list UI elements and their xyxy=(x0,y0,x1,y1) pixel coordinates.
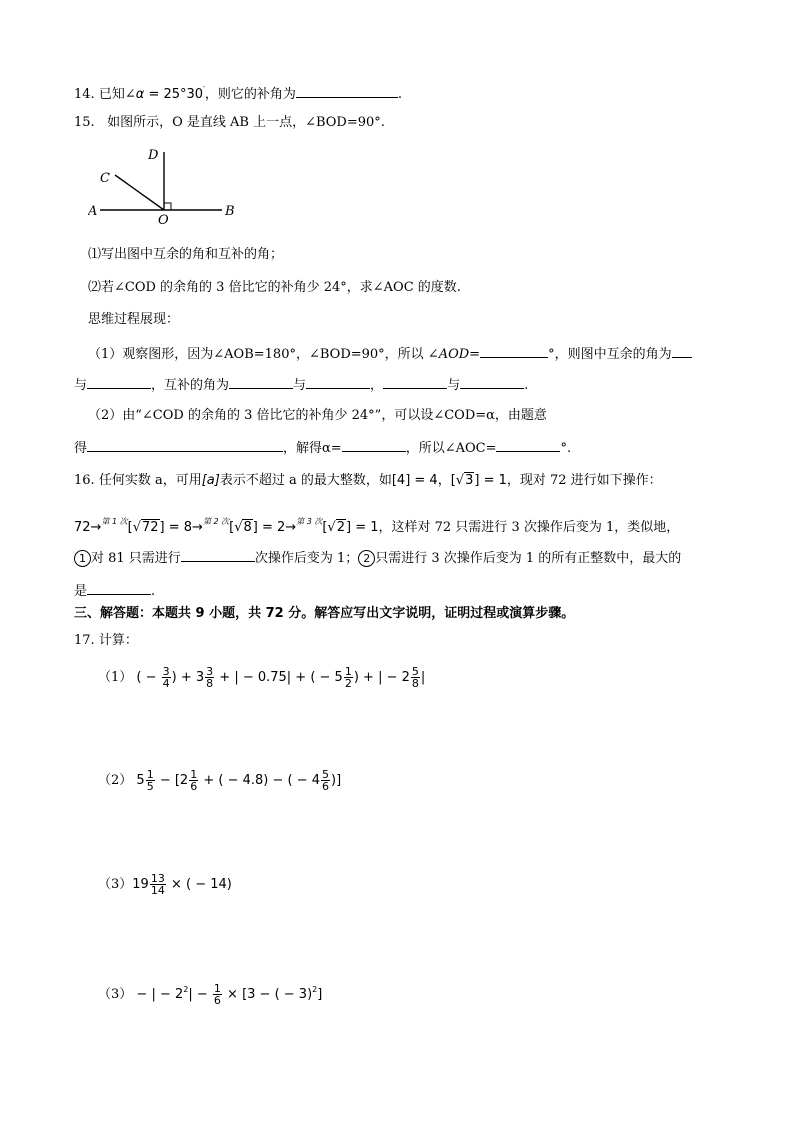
frac-den: 6 xyxy=(190,780,198,793)
q14-text-c: ，则它的补角为 xyxy=(204,87,296,102)
q17-expr-2 xyxy=(98,769,341,793)
label-b: B xyxy=(225,204,235,219)
q15-equation-blank[interactable] xyxy=(87,437,283,452)
section-3-text: 三、解答题：本题共 9 小题，共 72 分。解答应写出文字说明，证明过程或演算步骤。 xyxy=(74,606,575,621)
q15-p1-text-c: °，则图中互余的角为 xyxy=(548,347,672,362)
q17-e1-t3: + | − 0.75| + ( − 5 xyxy=(215,670,343,685)
q16-s1-open: [√ xyxy=(127,520,141,535)
q16-line2-tail: ，这样对 72 只需进行 3 次操作后变为 1，类似地， xyxy=(378,520,680,535)
q16-blank-2[interactable] xyxy=(87,580,151,595)
q15-thinking-text: 思维过程展现： xyxy=(88,312,180,327)
q16-text-b: 表示不超过 a 的最大整数，如 xyxy=(219,473,392,488)
q17-e3-t2: × ( − 14) xyxy=(166,877,232,892)
q16-start: 72→ xyxy=(74,520,102,535)
frac-den: 6 xyxy=(213,994,221,1007)
frac-den: 8 xyxy=(206,677,214,690)
right-angle-mark xyxy=(164,203,171,210)
q16-example-2 xyxy=(451,472,507,488)
q16-s3-close: ] = 1 xyxy=(346,520,379,535)
q16-l3-text-c: 只需进行 3 次操作后变为 1 的所有正整数中，最大的 xyxy=(375,551,682,566)
q16-s3-open: [√ xyxy=(322,520,336,535)
frac-num: 5 xyxy=(411,665,419,678)
q15-p1-eq: = xyxy=(469,347,481,362)
q15-p4 xyxy=(74,437,571,458)
q16-line1 xyxy=(74,472,662,490)
q15-supp-blank-1b[interactable] xyxy=(306,374,370,389)
q16-line3 xyxy=(74,547,681,568)
q16-number: 16. xyxy=(74,473,95,488)
frac-num: 3 xyxy=(206,665,214,678)
q15-sub1 xyxy=(88,246,283,264)
q15-p4-aoc: ，所以∠AOC= xyxy=(405,441,497,456)
q16-l4-end: . xyxy=(151,584,156,599)
q16-example-1: [4] = 4 xyxy=(391,473,438,488)
q17-e1-t4: ) + | − 2 xyxy=(353,670,410,685)
q16-blank-1[interactable] xyxy=(181,547,255,562)
q16-text-a: 任何实数 a，可用 xyxy=(98,473,202,488)
q17-e1-frac1 xyxy=(162,666,171,689)
question-15-stem xyxy=(74,114,385,132)
ray-oc xyxy=(115,175,164,210)
q16-ex2-open: [√ xyxy=(450,473,465,488)
q16-s2-close: ] = 2→ xyxy=(252,520,297,535)
q16-circled-2: 2 xyxy=(358,550,375,567)
q15-p4-end: °. xyxy=(560,441,572,456)
q17-e2-t4: )] xyxy=(331,773,342,788)
q17-e4-t2: | − xyxy=(188,987,212,1002)
q17-e3-label: （3） xyxy=(98,877,133,892)
q16-s1-radicand: 72 xyxy=(141,520,159,535)
q15-supp-blank-2b[interactable] xyxy=(460,374,524,389)
q17-e2-frac3 xyxy=(321,769,330,792)
q16-ex2-radicand: 3 xyxy=(465,473,474,488)
q17-e1-label: （1） xyxy=(98,670,133,685)
q15-alpha-blank[interactable] xyxy=(342,437,406,452)
frac-den: 4 xyxy=(162,677,170,690)
q17-expr-1 xyxy=(98,666,425,690)
q16-s2-radicand: 8 xyxy=(243,520,252,535)
q15-sub1-text: ⑴写出图中互余的角和互补的角； xyxy=(88,247,284,262)
frac-num: 1 xyxy=(146,768,154,781)
q15-p2-and-2: 与 xyxy=(293,378,307,393)
q16-ex2-close: ] = 1 xyxy=(474,473,507,488)
q17-e1-t2: ) + 3 xyxy=(171,670,205,685)
q17-e1-frac3 xyxy=(344,666,353,689)
frac-num: 5 xyxy=(322,768,329,781)
q17-e4-t3: × [3 − ( − 3) xyxy=(222,987,313,1002)
q17-e4-sup1: 2 xyxy=(183,985,189,994)
frac-den: 6 xyxy=(322,780,329,793)
q15-supp-blank-1a[interactable] xyxy=(229,374,293,389)
q16-s2-open: [√ xyxy=(229,520,243,535)
q15-p2-and-1: 与 xyxy=(74,378,88,393)
q15-supp-blank-2a[interactable] xyxy=(383,374,447,389)
q17-e2-label: （2） xyxy=(98,773,133,788)
q16-line4 xyxy=(74,580,155,601)
q17-heading xyxy=(74,632,138,650)
frac-num: 13 xyxy=(150,872,165,885)
frac-num: 3 xyxy=(162,665,170,678)
q15-p2-supp-text: ，互补的角为 xyxy=(151,378,230,393)
q16-s1-close: ] = 8→ xyxy=(159,520,203,535)
q15-p2-end: . xyxy=(524,378,529,393)
q15-p2 xyxy=(74,374,528,395)
q15-p2-comma: ， xyxy=(370,378,384,393)
q17-e1-t5: | xyxy=(420,670,426,685)
frac-num: 1 xyxy=(190,768,198,781)
section-3-heading xyxy=(74,605,574,623)
q17-e1-frac2 xyxy=(205,666,214,689)
q15-p4-de: 得 xyxy=(74,441,88,456)
q15-stem-text: 如图所示，O 是直线 AB 上一点，∠BOD=90°. xyxy=(107,115,385,130)
question-14 xyxy=(74,81,402,104)
q17-number: 17. xyxy=(74,633,95,648)
q15-comp-blank-1b[interactable] xyxy=(87,374,151,389)
frac-den: 5 xyxy=(146,780,154,793)
label-c: C xyxy=(100,171,110,186)
q15-thinking xyxy=(88,311,179,329)
frac-den: 8 xyxy=(411,677,419,690)
q14-text-b: = 25°30 xyxy=(144,87,204,102)
q17-e2-frac1 xyxy=(146,769,155,792)
q15-number: 15. xyxy=(74,115,95,130)
q17-e2-t3: + ( − 4.8) − ( − 4 xyxy=(199,773,320,788)
q15-aoc-blank[interactable] xyxy=(496,437,560,452)
angle-figure xyxy=(88,146,248,226)
q17-e4-label: （3） xyxy=(98,987,133,1002)
q15-p1-aod: AOD xyxy=(438,347,470,362)
q15-sub2-text: ⑵若∠COD 的余角的 3 倍比它的补角少 24°，求∠AOC 的度数. xyxy=(88,280,461,295)
q17-e1-frac4 xyxy=(411,666,420,689)
frac-num: 1 xyxy=(213,982,221,995)
frac-den: 2 xyxy=(344,677,352,690)
q17-e4-frac1 xyxy=(213,983,222,1006)
q16-bracket-a: [a] xyxy=(201,473,220,488)
label-o: O xyxy=(158,213,169,226)
q16-l4-shi: 是 xyxy=(74,584,88,599)
q16-l3-text-a: 对 81 只需进行 xyxy=(91,551,181,566)
q17-title: 计算： xyxy=(98,633,138,648)
q17-e2-t2: − [2 xyxy=(155,773,189,788)
q16-l3-text-b: 次操作后变为 1； xyxy=(254,551,359,566)
q17-expr-3 xyxy=(98,873,232,897)
q15-p4-solve: ，解得α= xyxy=(283,441,342,456)
q14-alpha: α xyxy=(135,87,145,102)
q15-comp-blank-1a[interactable] xyxy=(672,343,692,358)
q15-p1-text-a: （1）观察图形，因为∠AOB=180°，∠BOD=90°，所以 ∠ xyxy=(88,347,439,362)
q15-sub2 xyxy=(88,279,461,297)
q14-prime: ′ xyxy=(203,85,205,94)
q16-text-d: ，现对 72 进行如下操作： xyxy=(506,473,662,488)
q17-e2-frac2 xyxy=(189,769,198,792)
q14-end: . xyxy=(397,87,403,102)
frac-den: 14 xyxy=(150,884,165,897)
q15-p3 xyxy=(88,407,547,425)
q16-op2-label: 第 2 次 xyxy=(202,517,230,526)
q16-circled-1: 1 xyxy=(74,550,91,567)
q15-aod-blank[interactable] xyxy=(480,343,548,358)
q16-comma: ， xyxy=(437,473,451,488)
q14-number: 14. xyxy=(74,87,95,102)
q17-expr-4 xyxy=(98,978,322,1007)
q14-answer-blank[interactable] xyxy=(296,83,398,98)
q16-s3-radicand: 2 xyxy=(336,520,345,535)
q17-e3-frac1 xyxy=(150,873,166,896)
q17-e1-t1: ( − xyxy=(136,670,161,685)
q17-e4-sup2: 2 xyxy=(312,985,318,994)
label-d: D xyxy=(148,148,159,163)
q16-op3-label: 第 3 次 xyxy=(296,517,323,526)
q17-e3-t1: 19 xyxy=(132,877,149,892)
q15-p3-text: （2）由“∠COD 的余角的 3 倍比它的补角少 24°”，可以设∠COD=α，由题意 xyxy=(88,408,547,423)
q16-line2 xyxy=(74,513,679,537)
q15-p1 xyxy=(88,343,692,364)
q16-op1-label: 第 1 次 xyxy=(101,517,128,526)
label-a: A xyxy=(88,204,98,219)
q15-p2-and-3: 与 xyxy=(447,378,461,393)
frac-num: 1 xyxy=(344,665,352,678)
q14-text-a: 已知∠ xyxy=(98,87,136,102)
q17-e2-t1: 5 xyxy=(136,773,145,788)
q17-e4-t4: ] xyxy=(317,987,323,1002)
q17-e4-t1: − | − 2 xyxy=(136,987,184,1002)
